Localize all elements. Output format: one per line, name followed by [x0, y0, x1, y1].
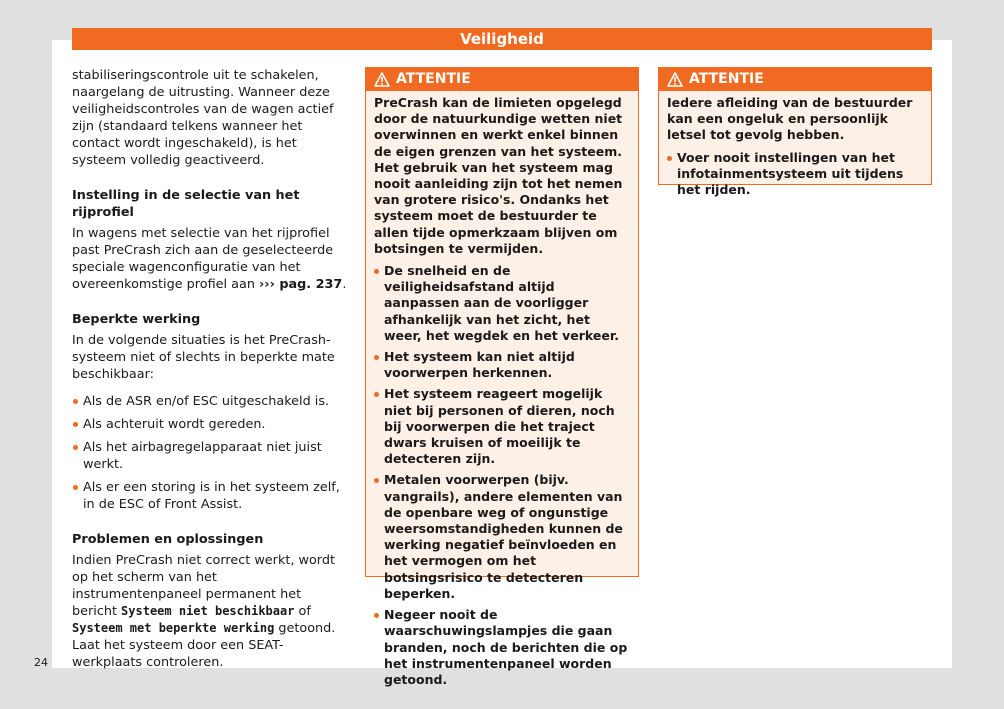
warning-header — [659, 68, 931, 91]
list-item: Voer nooit instellingen van het infotainmentsysteem uit tijdens het rijden. — [667, 150, 923, 199]
paragraph-rijprofiel — [72, 225, 348, 293]
heading-problemen: Problemen en oplossingen — [72, 532, 264, 547]
section-header: Veiligheid — [72, 28, 932, 50]
message-limited: Systeem met beperkte werking — [72, 621, 275, 635]
page-number: 24 — [34, 656, 48, 669]
reference-page: pag. 237 — [279, 277, 343, 292]
warning-intro: Iedere afleiding van de bestuurder kan een ongeluk en persoonlijk letsel tot gevolg hebben. — [667, 95, 913, 143]
message-not-available: Systeem niet beschikbaar — [121, 604, 295, 618]
list-item: De snelheid en de veiligheidsafstand altijd aanpassen aan de voorligger afhankelijk van het zicht, het weer, het wegdek en het verkeer. — [374, 263, 630, 344]
list-item: Metalen voorwerpen (bijv. vangrails), andere elementen van de openbare weg of ongunstige weersomstandigheden kunnen de werking negatief beïnvloeden en het vermogen om het botsingsrisico te detecteren beperken. — [374, 472, 630, 602]
list-item: Het systeem reageert mogelijk niet bij personen of dieren, noch bij voorwerpen die het traject dwars kruisen of moeilijk te detecteren zijn. — [374, 386, 630, 467]
intro-paragraph: stabiliseringscontrole uit te schakelen, naargelang de uitrusting. Wanneer deze veiligheidscontroles van de wagen actief zijn (standaard telkens wanneer het contact wordt ingeschakeld), is het systeem volledig geactiveerd. — [72, 68, 334, 168]
warning-triangle-icon — [667, 72, 683, 87]
warning-triangle-icon — [374, 72, 390, 87]
warning-box-precrash — [365, 67, 639, 687]
warning-title: ATTENTIE — [689, 71, 764, 87]
warning-list — [667, 150, 923, 199]
warning-body — [659, 91, 931, 209]
rijprofiel-text: In wagens met selectie van het rijprofiel past PreCrash zich aan de geselecteerde speciale wagenconfiguratie van het overeenkomstige profiel aan — [72, 226, 334, 292]
list-item: Negeer nooit de waarschuwingslampjes die gaan branden, noch de berichten die op het instrumentenpaneel worden getoond. — [374, 607, 630, 688]
warning-title: ATTENTIE — [396, 71, 471, 87]
page-reference-link[interactable] — [259, 277, 342, 292]
warning-header — [366, 68, 638, 91]
heading-beperkte-werking: Beperkte werking — [72, 312, 201, 327]
list-item: Het systeem kan niet altijd voorwerpen herkennen. — [374, 349, 630, 381]
problemen-text-a: Indien PreCrash niet correct werkt, wordt op het scherm van het instrumentenpaneel permanent het bericht — [72, 553, 335, 619]
list-item: Als achteruit wordt gereden. — [72, 416, 348, 433]
problemen-text-b: of — [294, 604, 311, 619]
left-column — [72, 67, 348, 681]
paragraph-beperkte-werking: In de volgende situaties is het PreCrash-systeem niet of slechts in beperkte mate beschikbaar: — [72, 333, 335, 382]
list-item: Als het airbagregelapparaat niet juist werkt. — [72, 439, 348, 473]
limitations-list — [72, 393, 348, 513]
problemen-text-c: getoond. Laat het systeem door een SEAT-werkplaats controleren. — [72, 621, 336, 670]
list-item: Als de ASR en/of ESC uitgeschakeld is. — [72, 393, 348, 410]
period: . — [342, 277, 347, 292]
warning-intro: PreCrash kan de limieten opgelegd door de natuurkundige wetten niet overwinnen en werkt enkel binnen de eigen grenzen van het systeem. Het gebruik van het systeem mag nooit aanleiding zijn tot het nemen van grotere risico's. Ondanks het systeem moet de bestuurder te allen tijde opmerkzaam blijven om botsingen te vermijden. — [374, 95, 623, 256]
paragraph-problemen — [72, 552, 348, 671]
list-item: Als er een storing is in het systeem zelf, in de ESC of Front Assist. — [72, 479, 348, 513]
warning-box-distraction — [658, 67, 932, 198]
warning-list — [374, 263, 630, 688]
heading-rijprofiel: Instelling in de selectie van het rijprofiel — [72, 188, 300, 220]
reference-arrows-icon: ››› — [259, 277, 275, 292]
warning-body — [366, 91, 638, 699]
